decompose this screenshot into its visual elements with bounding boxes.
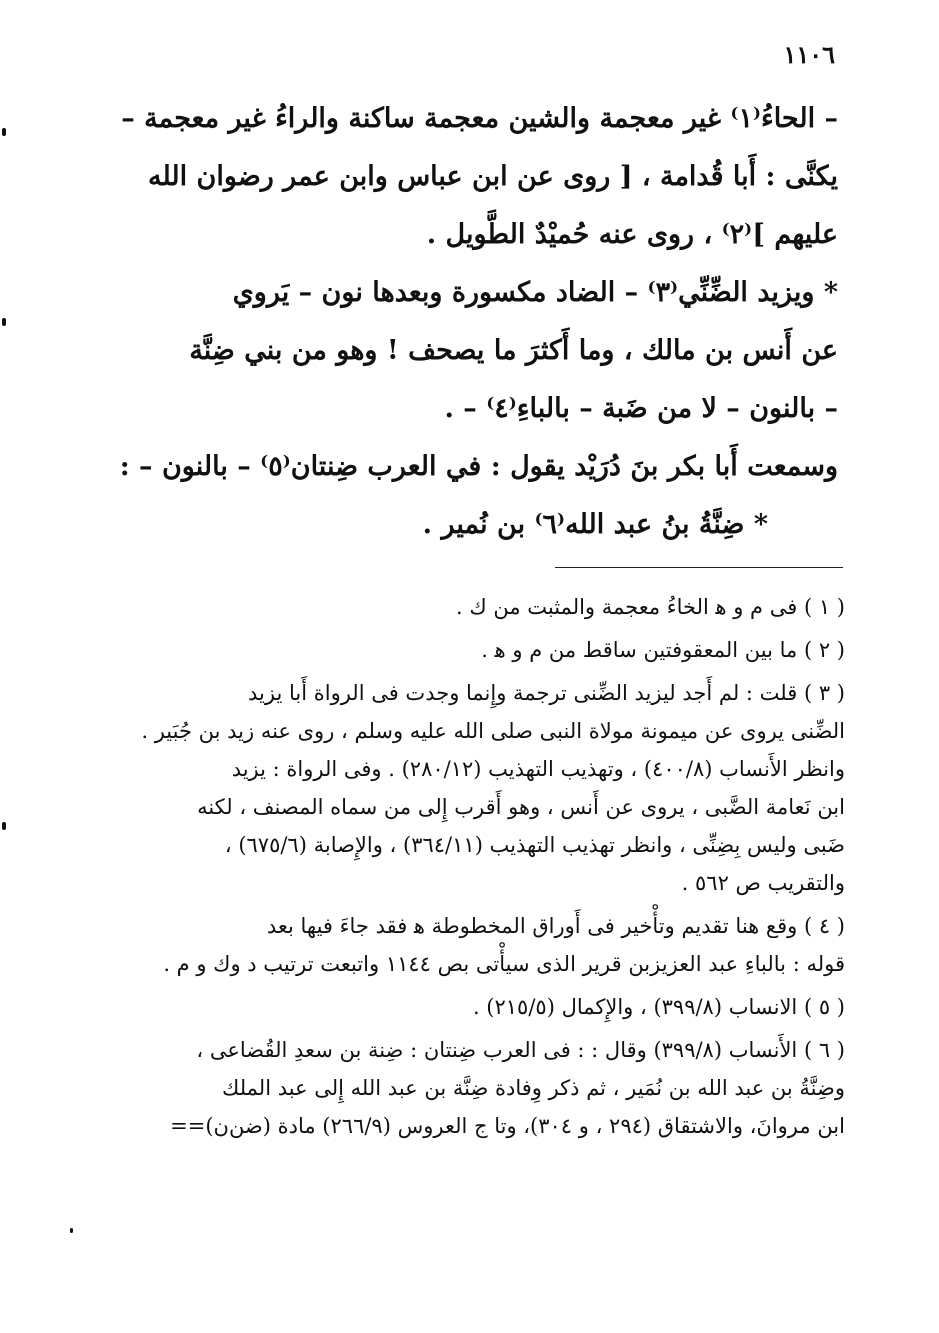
scan-margin-mark: [70, 1228, 73, 1233]
footnote: [100, 631, 845, 669]
footnote: [100, 988, 845, 1026]
footnote-number: ( ٢ ): [803, 638, 845, 662]
footnote-number: ( ٦ ): [803, 1038, 845, 1062]
footnote-text: فى م و ﻫ الخاءُ معجمة والمثبت من ك .: [456, 595, 798, 619]
footnote-text: وقع هنا تقديم وتأْخير فى أَوراق المخطوطة ﻫ فقد جاءَ فيها بعد قوله : بالباءِ عبد العزيزبن قرير الذى سيأْتى بص ١١٤٤ واتبعت ترتيب د وك و م .: [163, 914, 845, 976]
main-paragraph: * ويزيد الضِّنِّي⁽٣⁾ – الضاد مكسورة وبعدها نون – يَروي عن أَنس بن مالك ، وما أَكثرَ ما يصحف ! وهو من بني ضِنَّة – بالنون – لا من ضَبة – بالباءِ⁽٤⁾ – .: [189, 277, 838, 424]
footnote-number: ( ١ ): [803, 595, 845, 619]
footnote-text: قلت : لم أَجد ليزيد الضِّنى ترجمة وإِنما وجدت فى الرواة أَبا يزيد الضِّنى يروى عن ميمونة مولاة النبى صلى الله عليه وسلم ، روى عنه زيد بن جُبَير . وانظر الأَنساب (٤٠٠/٨) ، وتهذيب التهذيب (٢٨٠/١٢) . وفى الرواة : يزيد ابن نَعامة الضَّبى ، يروى عن أَنس ، وهو أَقرب إِلى من سماه المصنف ، لكنه ضَبى وليس بِضِنِّى ، وانظر تهذيب التهذيب (٣٦٤/١١) ، والإِصابة (٦٧٥/٦) ، والتقريب ص ٥٦٢ .: [141, 681, 845, 895]
footnote-number: ( ٣ ): [803, 681, 845, 705]
footnote-number: ( ٤ ): [803, 914, 845, 938]
main-text-body: [108, 90, 838, 554]
main-paragraph: * ضِنَّةُ بنُ عبد الله⁽٦⁾ بن نُمير .: [422, 509, 768, 540]
footnote: [100, 1031, 845, 1145]
footnotes: [100, 588, 845, 1150]
main-paragraph: – الحاءُ⁽١⁾ غير معجمة والشين معجمة ساكنة والراءُ غير معجمة – يكنَّى : أَبا قُدامة ، [ روى عن ابن عباس وابن عمر رضوان الله عليهم ]⁽٢⁾ ، روى عنه حُميْدٌ الطَّويل .: [121, 103, 838, 250]
main-paragraph: وسمعت أَبا بكر بنَ دُرَيْد يقول : في العرب ضِنتان⁽٥⁾ – بالنون – :: [119, 451, 838, 482]
footnote-text: ما بين المعقوفتين ساقط من م و ﻫ .: [481, 638, 798, 662]
scan-margin-mark: [2, 318, 6, 326]
footnote-text: الأَنساب (٣٩٩/٨) وقال : : فى العرب ضِنتان : ضِنة بن سعدِ القُضاعى ، وضِنَّةُ بن عبد الله بن نُمَير ، ثم ذكر وِفادة ضِنَّة بن عبد الله إِلى عبد الملك ابن مروانَ، والاشتقاق (٢٩٤ ، و ٣٠٤)، وتا ج العروس (٢٦٦/٩) مادة (ضن‌ن)==: [170, 1038, 845, 1138]
footnote: [100, 588, 845, 626]
scan-margin-mark: [2, 822, 6, 830]
footnote: [100, 674, 845, 902]
footnote-number: ( ٥ ): [803, 995, 845, 1019]
footnote: [100, 907, 845, 983]
page-number: ١١٠٦: [783, 40, 835, 69]
footnote-text: الانساب (٣٩٩/٨) ، والإِكمال (٢١٥/٥) .: [472, 995, 798, 1019]
scan-margin-mark: [2, 128, 6, 136]
footnote-separator: [555, 567, 843, 568]
